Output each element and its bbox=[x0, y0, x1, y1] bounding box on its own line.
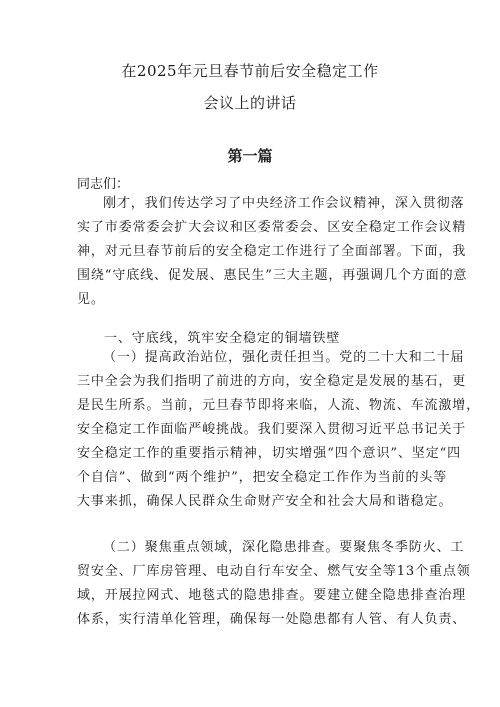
paragraph-line: 安全稳定工作面临严峻挑战。我们要深入贯彻习近平总书记关于 bbox=[77, 422, 467, 437]
paragraph-1 bbox=[77, 192, 468, 312]
paragraph-line: （一）提高政治站位，强化责任担当。党的二十大和二十届 bbox=[103, 350, 465, 365]
paragraph-line: 神，对元旦春节前后的安全稳定工作进行了全面部署。下面，我 bbox=[77, 244, 467, 259]
paragraph-line: 域，开展拉网式、地毯式的隐患排查。要建立健全隐患排查治理 bbox=[77, 588, 467, 603]
paragraph-line: 大事来抓，确保人民群众生命财产安全和社会大局和谐稳定。 bbox=[77, 494, 453, 509]
title-line-2: 会议上的讲话 bbox=[203, 94, 297, 112]
paragraph-3 bbox=[77, 536, 471, 632]
salutation: 同志们： bbox=[77, 177, 130, 192]
section-heading: 第一篇 bbox=[227, 147, 273, 165]
paragraph-line: 体系，实行清单化管理，确保每一处隐患都有人管、有人负责、 bbox=[77, 612, 467, 627]
paragraph-line: 实了市委常委会扩大会议和区委常委会、区安全稳定工作会议精 bbox=[77, 220, 467, 235]
paragraph-line: 刚才，我们传达学习了中央经济工作会议精神，深入贯彻落 bbox=[103, 196, 465, 211]
paragraph-line: 见。 bbox=[77, 292, 105, 307]
paragraph-line: 围绕“守底线、促发展、惠民生”三大主题，再强调几个方面的意 bbox=[77, 268, 468, 283]
paragraph-line: 贸安全、厂库房管理、电动自行车安全、燃气安全等13个重点领 bbox=[77, 564, 471, 579]
paragraph-line: 安全稳定工作的重要指示精神，切实增强“四个意识”、坚定“四 bbox=[77, 446, 462, 461]
paragraph-line: （二）聚焦重点领域，深化隐患排查。要聚焦冬季防火、工 bbox=[103, 540, 465, 555]
paragraph-line: 个自信”、做到“两个维护”，把安全稳定工作作为当前的头等 bbox=[77, 470, 448, 485]
paragraph-2 bbox=[77, 346, 481, 514]
paragraph-line: 是民生所系。当前，元旦春节即将来临，人流、物流、车流激增， bbox=[77, 398, 481, 413]
heading-1: 一、守底线，筑牢安全稳定的铜墙铁壁 bbox=[104, 331, 341, 346]
title-line-1: 在2025年元旦春节前后安全稳定工作 bbox=[121, 62, 379, 80]
paragraph-line: 三中全会为我们指明了前进的方向，安全稳定是发展的基石，更 bbox=[77, 374, 467, 389]
